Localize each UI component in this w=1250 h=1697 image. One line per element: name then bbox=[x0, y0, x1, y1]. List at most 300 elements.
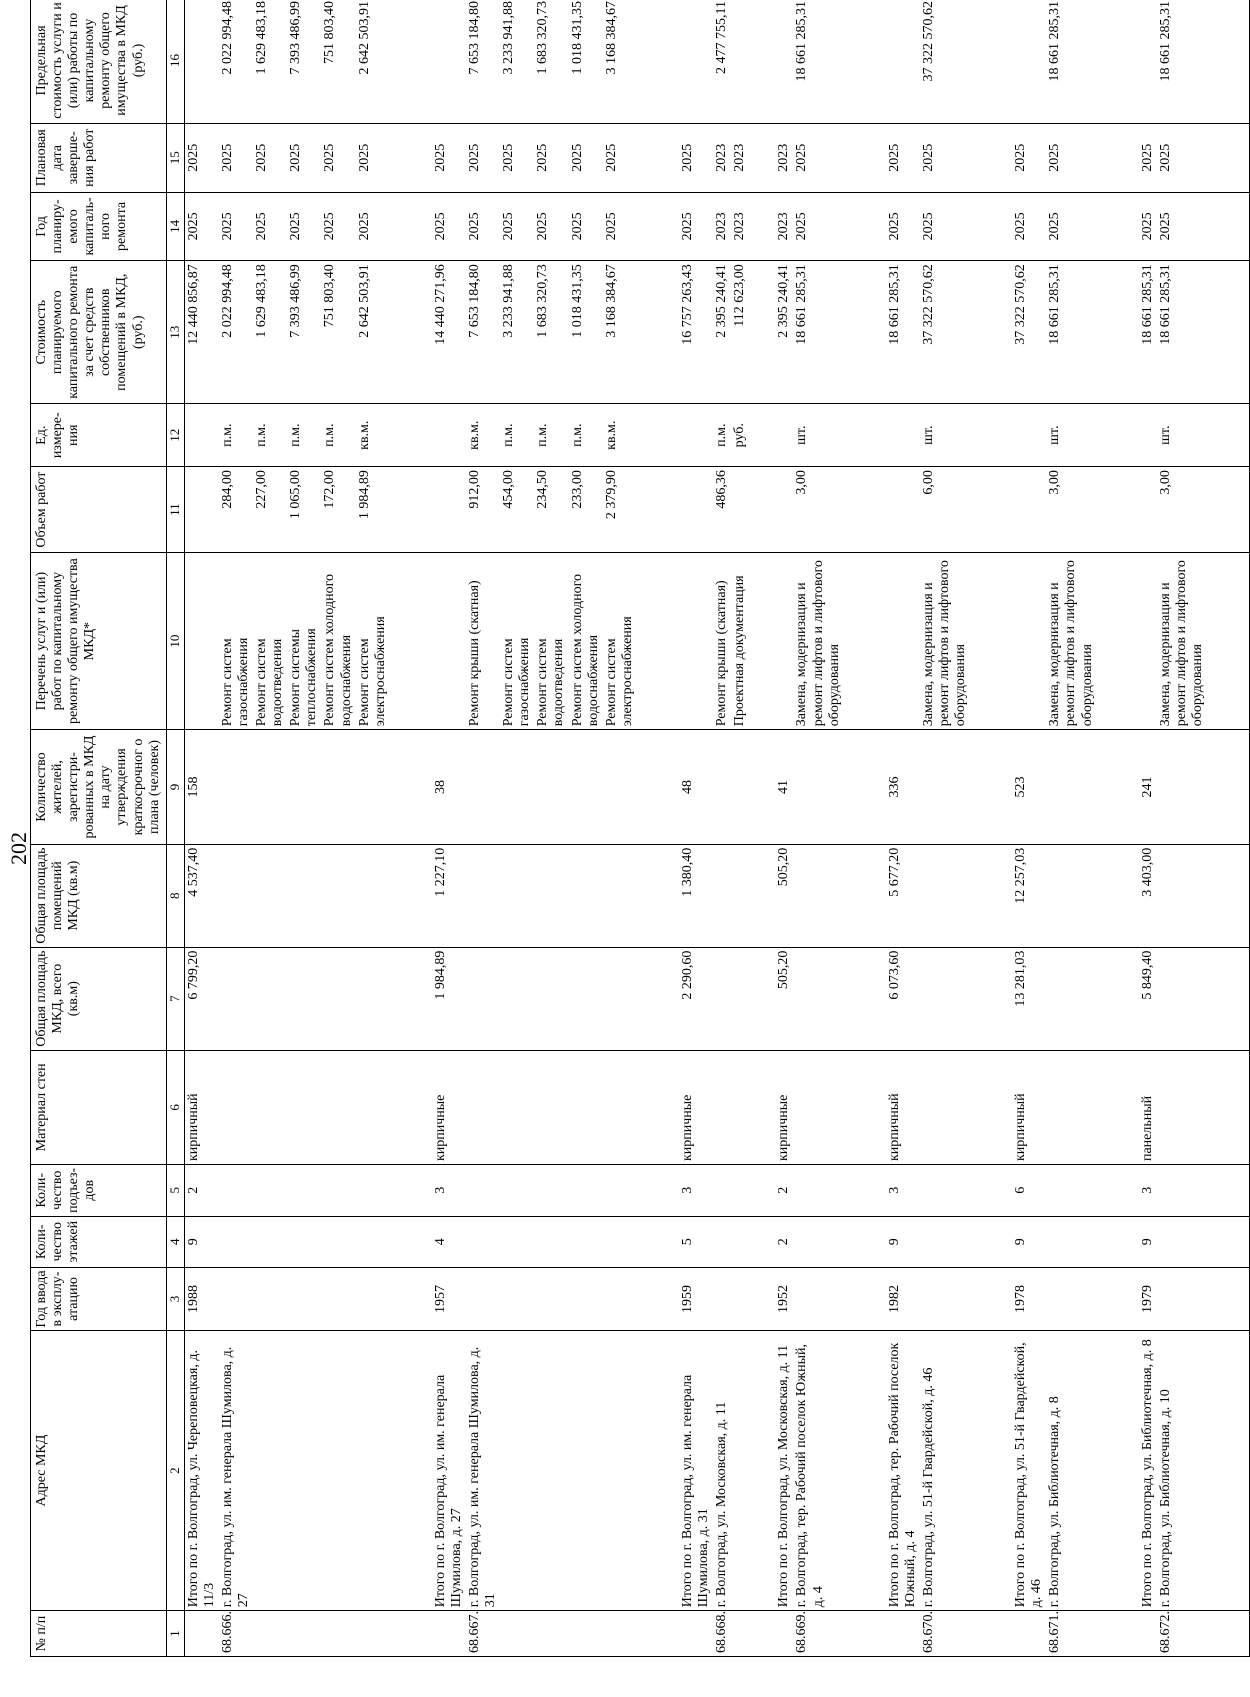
cell-works-list: Замена, модернизация и ремонт лифтов и лифтового оборудования bbox=[793, 552, 843, 729]
cell-repair-year: 2025 bbox=[432, 192, 466, 261]
cell-work-volume: 3,00 bbox=[793, 467, 843, 553]
cell-address bbox=[356, 1330, 390, 1610]
empty-cell bbox=[1097, 730, 1139, 844]
column-number: 11 bbox=[166, 467, 184, 553]
cell-residents: 241 bbox=[1139, 730, 1157, 844]
cell-max-cost: 2 642 503,91 bbox=[356, 0, 390, 123]
empty-cell bbox=[970, 0, 1012, 123]
cell-wall-material bbox=[534, 1050, 568, 1164]
header-work-volume: Объем работ bbox=[31, 467, 167, 553]
cell-floors bbox=[1157, 1216, 1207, 1267]
empty-cell bbox=[390, 1165, 432, 1216]
cell-row-no bbox=[287, 1611, 321, 1657]
table-row bbox=[1157, 0, 1207, 1657]
cell-unit bbox=[1012, 404, 1046, 467]
cell-floors bbox=[569, 1216, 603, 1267]
cell-floors: 9 bbox=[1012, 1216, 1046, 1267]
cell-work-volume: 234,50 bbox=[534, 467, 568, 553]
cell-work-volume bbox=[1139, 467, 1157, 553]
cell-completion-date: 2025 bbox=[500, 123, 534, 192]
empty-cell bbox=[1097, 1611, 1139, 1657]
cell-repair-cost: 12 440 856,87 bbox=[184, 261, 219, 404]
empty-cell bbox=[1097, 947, 1139, 1050]
cell-max-cost: 3 233 941,88 bbox=[500, 0, 534, 123]
table-row bbox=[569, 0, 603, 1657]
cell-address: Итого по г. Волгоград, ул. Московская, д. 11 bbox=[775, 1330, 793, 1610]
cell-completion-date: 2023 bbox=[713, 123, 731, 192]
empty-cell bbox=[970, 192, 1012, 261]
total-row bbox=[679, 0, 713, 1657]
cell-repair-year: 2025 bbox=[184, 192, 219, 261]
cell-address: г. Волгоград, ул. им. генерала Шумилова, д. 27 bbox=[219, 1330, 253, 1610]
cell-unit: п.м. bbox=[321, 404, 355, 467]
cell-repair-cost: 751 803,40 bbox=[321, 261, 355, 404]
column-number: 16 bbox=[166, 0, 184, 123]
empty-cell bbox=[390, 552, 432, 729]
table-row bbox=[253, 0, 287, 1657]
empty-cell bbox=[1097, 467, 1139, 553]
header-max-cost: Предельная стоимость услуги и (или) работы по капитальному ремонту общего имущества в МКД (руб.) bbox=[31, 0, 167, 123]
cell-commission-year: 1952 bbox=[775, 1268, 793, 1331]
empty-cell bbox=[637, 844, 679, 947]
cell-completion-date: 2025 bbox=[1157, 123, 1207, 192]
empty-cell bbox=[970, 1050, 1012, 1164]
cell-works-list bbox=[1139, 552, 1157, 729]
cell-wall-material bbox=[920, 1050, 970, 1164]
cell-wall-material: кирпичные bbox=[775, 1050, 793, 1164]
cell-completion-date: 2025 bbox=[432, 123, 466, 192]
cell-repair-cost: 3 233 941,88 bbox=[500, 261, 534, 404]
cell-residents bbox=[713, 730, 731, 844]
empty-cell bbox=[844, 1050, 886, 1164]
cell-entrances bbox=[713, 1165, 731, 1216]
cell-max-cost: 18 661 285,31 bbox=[1157, 0, 1207, 123]
cell-repair-year: 2025 bbox=[886, 192, 920, 261]
cell-repair-cost: 1 683 320,73 bbox=[534, 261, 568, 404]
cell-repair-year: 2025 bbox=[920, 192, 970, 261]
header-premises-area: Общая площадь помещений МКД (кв.м) bbox=[31, 844, 167, 947]
empty-cell bbox=[749, 730, 775, 844]
empty-cell bbox=[390, 730, 432, 844]
cell-completion-date: 2025 bbox=[253, 123, 287, 192]
cell-completion-date: 2025 bbox=[184, 123, 219, 192]
cell-wall-material bbox=[500, 1050, 534, 1164]
cell-address: Итого по г. Волгоград, тер. Рабочий поселок Южный, д. 4 bbox=[886, 1330, 920, 1610]
cell-entrances: 2 bbox=[775, 1165, 793, 1216]
cell-unit: п.м. bbox=[287, 404, 321, 467]
empty-cell bbox=[970, 1165, 1012, 1216]
cell-repair-cost: 18 661 285,31 bbox=[886, 261, 920, 404]
empty-cell bbox=[1207, 1330, 1250, 1610]
cell-address: Итого по г. Волгоград, ул. Библиотечная, д. 8 bbox=[1139, 1330, 1157, 1610]
cell-completion-date: 2025 bbox=[356, 123, 390, 192]
empty-cell bbox=[637, 1165, 679, 1216]
cell-floors bbox=[287, 1216, 321, 1267]
empty-cell bbox=[844, 947, 886, 1050]
table-row bbox=[920, 0, 970, 1657]
cell-max-cost bbox=[184, 0, 219, 123]
empty-cell bbox=[1097, 1268, 1139, 1331]
empty-cell bbox=[390, 404, 432, 467]
cell-floors bbox=[253, 1216, 287, 1267]
cell-works-list: Ремонт систем холодного водоснабжения bbox=[569, 552, 603, 729]
cell-repair-cost: 2 395 240,41 bbox=[713, 261, 731, 404]
column-number: 13 bbox=[166, 261, 184, 404]
cell-commission-year bbox=[713, 1268, 731, 1331]
cell-residents bbox=[466, 730, 500, 844]
empty-cell bbox=[637, 1330, 679, 1610]
cell-repair-year: 2025 bbox=[219, 192, 253, 261]
cell-unit: п.м. bbox=[500, 404, 534, 467]
cell-repair-cost: 1 629 483,18 bbox=[253, 261, 287, 404]
cell-unit: п.м. bbox=[253, 404, 287, 467]
cell-repair-year: 2023 bbox=[731, 192, 749, 261]
cell-works-list: Ремонт систем электроснабжения bbox=[356, 552, 390, 729]
cell-premises-area bbox=[356, 844, 390, 947]
cell-entrances bbox=[793, 1165, 843, 1216]
table-row bbox=[500, 0, 534, 1657]
empty-cell bbox=[970, 404, 1012, 467]
cell-work-volume bbox=[1012, 467, 1046, 553]
cell-total-area bbox=[920, 947, 970, 1050]
empty-cell bbox=[749, 467, 775, 553]
cell-total-area bbox=[287, 947, 321, 1050]
spacer-row bbox=[749, 0, 775, 1657]
cell-premises-area: 4 537,40 bbox=[184, 844, 219, 947]
cell-row-no bbox=[184, 1611, 219, 1657]
header-wall-material: Материал стен bbox=[31, 1050, 167, 1164]
empty-cell bbox=[637, 552, 679, 729]
header-row-no: № п/п bbox=[31, 1611, 167, 1657]
header-row bbox=[31, 0, 167, 1657]
cell-repair-cost: 18 661 285,31 bbox=[1139, 261, 1157, 404]
cell-wall-material: панельный bbox=[1139, 1050, 1157, 1164]
empty-cell bbox=[1207, 0, 1250, 123]
cell-row-no bbox=[886, 1611, 920, 1657]
cell-commission-year: 1988 bbox=[184, 1268, 219, 1331]
empty-cell bbox=[1097, 1165, 1139, 1216]
cell-row-no bbox=[356, 1611, 390, 1657]
cell-premises-area: 5 677,20 bbox=[886, 844, 920, 947]
cell-entrances: 3 bbox=[432, 1165, 466, 1216]
cell-entrances: 3 bbox=[886, 1165, 920, 1216]
header-residents: Количество жителей, зарегистри-рованных в МКД на дату утверждения краткосрочног о плана (человек) bbox=[31, 730, 167, 844]
header-address: Адрес МКД bbox=[31, 1330, 167, 1610]
empty-cell bbox=[1097, 0, 1139, 123]
empty-cell bbox=[970, 844, 1012, 947]
cell-unit: п.м. bbox=[534, 404, 568, 467]
empty-cell bbox=[844, 261, 886, 404]
cell-completion-date: 2025 bbox=[219, 123, 253, 192]
cell-work-volume bbox=[432, 467, 466, 553]
cell-entrances bbox=[1046, 1165, 1096, 1216]
empty-cell bbox=[1207, 730, 1250, 844]
cell-wall-material: кирпичный bbox=[886, 1050, 920, 1164]
empty-cell bbox=[970, 552, 1012, 729]
cell-entrances bbox=[1157, 1165, 1207, 1216]
cell-row-no bbox=[731, 1611, 749, 1657]
cell-work-volume: 454,00 bbox=[500, 467, 534, 553]
cell-works-list: Ремонт крыши (скатная) bbox=[466, 552, 500, 729]
cell-work-volume: 233,00 bbox=[569, 467, 603, 553]
cell-total-area bbox=[534, 947, 568, 1050]
empty-cell bbox=[749, 192, 775, 261]
cell-repair-year: 2025 bbox=[287, 192, 321, 261]
cell-address: Итого по г. Волгоград, ул. им. генерала Шумилова, д. 27 bbox=[432, 1330, 466, 1610]
cell-residents: 523 bbox=[1012, 730, 1046, 844]
empty-cell bbox=[844, 404, 886, 467]
cell-works-list: Проектная документация bbox=[731, 552, 749, 729]
repair-plan-table bbox=[30, 0, 1250, 1657]
cell-repair-cost: 7 393 486,99 bbox=[287, 261, 321, 404]
cell-repair-year: 2023 bbox=[713, 192, 731, 261]
cell-unit bbox=[184, 404, 219, 467]
cell-max-cost: 7 653 184,80 bbox=[466, 0, 500, 123]
cell-premises-area bbox=[287, 844, 321, 947]
cell-work-volume: 3,00 bbox=[1157, 467, 1207, 553]
empty-cell bbox=[749, 1611, 775, 1657]
cell-works-list: Ремонт систем холодного водоснабжения bbox=[321, 552, 355, 729]
cell-entrances: 6 bbox=[1012, 1165, 1046, 1216]
table-row bbox=[321, 0, 355, 1657]
cell-residents bbox=[356, 730, 390, 844]
cell-commission-year bbox=[500, 1268, 534, 1331]
empty-cell bbox=[390, 0, 432, 123]
cell-work-volume bbox=[184, 467, 219, 553]
cell-repair-year: 2025 bbox=[321, 192, 355, 261]
empty-cell bbox=[390, 261, 432, 404]
cell-total-area: 6 799,20 bbox=[184, 947, 219, 1050]
empty-cell bbox=[844, 192, 886, 261]
empty-cell bbox=[1207, 1165, 1250, 1216]
empty-cell bbox=[390, 947, 432, 1050]
empty-cell bbox=[1097, 1330, 1139, 1610]
cell-repair-cost: 37 322 570,62 bbox=[1012, 261, 1046, 404]
empty-cell bbox=[844, 1216, 886, 1267]
empty-cell bbox=[390, 1050, 432, 1164]
column-number-row bbox=[166, 0, 184, 1657]
cell-work-volume bbox=[886, 467, 920, 553]
empty-cell bbox=[637, 1611, 679, 1657]
empty-cell bbox=[1097, 192, 1139, 261]
cell-works-list: Ремонт систем газоснабжения bbox=[219, 552, 253, 729]
cell-repair-year: 2025 bbox=[1046, 192, 1096, 261]
header-repair-year: Год планиру-емого капиталь-ного ремонта bbox=[31, 192, 167, 261]
cell-premises-area: 1 380,40 bbox=[679, 844, 713, 947]
cell-address bbox=[253, 1330, 287, 1610]
cell-max-cost bbox=[775, 0, 793, 123]
empty-cell bbox=[970, 1268, 1012, 1331]
cell-work-volume bbox=[775, 467, 793, 553]
cell-max-cost: 751 803,40 bbox=[321, 0, 355, 123]
cell-work-volume: 3,00 bbox=[1046, 467, 1096, 553]
cell-premises-area bbox=[1157, 844, 1207, 947]
cell-row-no bbox=[775, 1611, 793, 1657]
empty-cell bbox=[970, 1330, 1012, 1610]
empty-cell bbox=[1097, 844, 1139, 947]
cell-unit: п.м. bbox=[713, 404, 731, 467]
cell-works-list: Замена, модернизация и ремонт лифтов и лифтового оборудования bbox=[1157, 552, 1207, 729]
empty-cell bbox=[1207, 844, 1250, 947]
cell-repair-year: 2025 bbox=[1139, 192, 1157, 261]
cell-floors: 5 bbox=[679, 1216, 713, 1267]
cell-work-volume: 6,00 bbox=[920, 467, 970, 553]
cell-floors: 2 bbox=[775, 1216, 793, 1267]
empty-cell bbox=[390, 1216, 432, 1267]
cell-address bbox=[287, 1330, 321, 1610]
cell-total-area: 5 849,40 bbox=[1139, 947, 1157, 1050]
cell-wall-material bbox=[321, 1050, 355, 1164]
cell-premises-area bbox=[321, 844, 355, 947]
cell-commission-year bbox=[1157, 1268, 1207, 1331]
cell-completion-date: 2025 bbox=[569, 123, 603, 192]
cell-repair-cost: 14 440 271,96 bbox=[432, 261, 466, 404]
empty-cell bbox=[970, 730, 1012, 844]
cell-completion-date: 2023 bbox=[731, 123, 749, 192]
cell-residents: 336 bbox=[886, 730, 920, 844]
cell-premises-area bbox=[534, 844, 568, 947]
cell-works-list bbox=[679, 552, 713, 729]
cell-row-no bbox=[1139, 1611, 1157, 1657]
table-row bbox=[287, 0, 321, 1657]
cell-repair-cost: 37 322 570,62 bbox=[920, 261, 970, 404]
cell-works-list: Ремонт крыши (скатная) bbox=[713, 552, 731, 729]
cell-wall-material bbox=[1157, 1050, 1207, 1164]
cell-repair-cost: 7 653 184,80 bbox=[466, 261, 500, 404]
header-floors: Коли-чество этажей bbox=[31, 1216, 167, 1267]
cell-premises-area bbox=[219, 844, 253, 947]
empty-cell bbox=[1207, 467, 1250, 553]
cell-commission-year bbox=[793, 1268, 843, 1331]
empty-cell bbox=[749, 1050, 775, 1164]
total-row bbox=[775, 0, 793, 1657]
cell-residents bbox=[1046, 730, 1096, 844]
empty-cell bbox=[844, 844, 886, 947]
empty-cell bbox=[749, 1268, 775, 1331]
cell-address: г. Волгоград, ул. Библиотечная, д. 10 bbox=[1157, 1330, 1207, 1610]
empty-cell bbox=[637, 404, 679, 467]
cell-works-list bbox=[432, 552, 466, 729]
cell-repair-year: 2025 bbox=[1157, 192, 1207, 261]
column-number: 14 bbox=[166, 192, 184, 261]
cell-residents bbox=[603, 730, 637, 844]
cell-wall-material bbox=[569, 1050, 603, 1164]
cell-completion-date: 2025 bbox=[793, 123, 843, 192]
empty-cell bbox=[970, 1611, 1012, 1657]
cell-residents bbox=[1157, 730, 1207, 844]
column-number: 1 bbox=[166, 1611, 184, 1657]
cell-unit bbox=[886, 404, 920, 467]
cell-works-list bbox=[886, 552, 920, 729]
cell-repair-cost: 2 395 240,41 bbox=[775, 261, 793, 404]
cell-unit: шт. bbox=[793, 404, 843, 467]
cell-max-cost: 2 022 994,48 bbox=[219, 0, 253, 123]
empty-cell bbox=[390, 844, 432, 947]
cell-completion-date: 2025 bbox=[287, 123, 321, 192]
cell-wall-material bbox=[1046, 1050, 1096, 1164]
column-number: 5 bbox=[166, 1165, 184, 1216]
cell-floors bbox=[731, 1216, 749, 1267]
empty-cell bbox=[1207, 261, 1250, 404]
cell-commission-year: 1978 bbox=[1012, 1268, 1046, 1331]
cell-entrances bbox=[253, 1165, 287, 1216]
total-row bbox=[184, 0, 219, 1657]
cell-unit: п.м. bbox=[219, 404, 253, 467]
cell-max-cost: 7 393 486,99 bbox=[287, 0, 321, 123]
cell-floors: 9 bbox=[184, 1216, 219, 1267]
empty-cell bbox=[637, 1050, 679, 1164]
empty-cell bbox=[844, 1268, 886, 1331]
empty-cell bbox=[844, 1611, 886, 1657]
cell-total-area: 13 281,03 bbox=[1012, 947, 1046, 1050]
empty-cell bbox=[637, 467, 679, 553]
cell-residents: 158 bbox=[184, 730, 219, 844]
cell-commission-year: 1959 bbox=[679, 1268, 713, 1331]
cell-wall-material: кирпичный bbox=[184, 1050, 219, 1164]
header-entrances: Коли-чество подъез-дов bbox=[31, 1165, 167, 1216]
table-row bbox=[534, 0, 568, 1657]
spacer-row bbox=[390, 0, 432, 1657]
cell-row-no: 68.666. bbox=[219, 1611, 253, 1657]
cell-premises-area bbox=[793, 844, 843, 947]
empty-cell bbox=[1097, 552, 1139, 729]
empty-cell bbox=[1097, 1216, 1139, 1267]
cell-completion-date: 2025 bbox=[321, 123, 355, 192]
cell-entrances bbox=[603, 1165, 637, 1216]
column-number: 12 bbox=[166, 404, 184, 467]
column-number: 6 bbox=[166, 1050, 184, 1164]
empty-cell bbox=[844, 0, 886, 123]
total-row bbox=[1012, 0, 1046, 1657]
table-row bbox=[356, 0, 390, 1657]
cell-total-area bbox=[219, 947, 253, 1050]
total-row bbox=[1139, 0, 1157, 1657]
cell-address: г. Волгоград, ул. им. генерала Шумилова, д. 31 bbox=[466, 1330, 500, 1610]
table-row bbox=[731, 0, 749, 1657]
cell-commission-year bbox=[731, 1268, 749, 1331]
empty-cell bbox=[637, 730, 679, 844]
cell-works-list bbox=[1012, 552, 1046, 729]
cell-max-cost bbox=[1012, 0, 1046, 123]
cell-work-volume bbox=[679, 467, 713, 553]
cell-unit bbox=[432, 404, 466, 467]
cell-row-no bbox=[1012, 1611, 1046, 1657]
cell-wall-material bbox=[356, 1050, 390, 1164]
empty-cell bbox=[970, 467, 1012, 553]
cell-repair-year: 2025 bbox=[466, 192, 500, 261]
cell-total-area bbox=[356, 947, 390, 1050]
empty-cell bbox=[637, 261, 679, 404]
empty-cell bbox=[1207, 552, 1250, 729]
total-row bbox=[886, 0, 920, 1657]
cell-premises-area bbox=[1046, 844, 1096, 947]
cell-total-area bbox=[253, 947, 287, 1050]
cell-floors: 9 bbox=[886, 1216, 920, 1267]
cell-address bbox=[603, 1330, 637, 1610]
empty-cell bbox=[390, 123, 432, 192]
cell-repair-year: 2025 bbox=[356, 192, 390, 261]
cell-row-no: 68.667. bbox=[466, 1611, 500, 1657]
cell-max-cost: 3 168 384,67 bbox=[603, 0, 637, 123]
cell-completion-date: 2025 bbox=[534, 123, 568, 192]
cell-residents: 48 bbox=[679, 730, 713, 844]
cell-repair-cost: 2 022 994,48 bbox=[219, 261, 253, 404]
empty-cell bbox=[390, 1330, 432, 1610]
empty-cell bbox=[844, 1165, 886, 1216]
cell-wall-material bbox=[219, 1050, 253, 1164]
empty-cell bbox=[749, 0, 775, 123]
cell-works-list: Замена, модернизация и ремонт лифтов и лифтового оборудования bbox=[1046, 552, 1096, 729]
